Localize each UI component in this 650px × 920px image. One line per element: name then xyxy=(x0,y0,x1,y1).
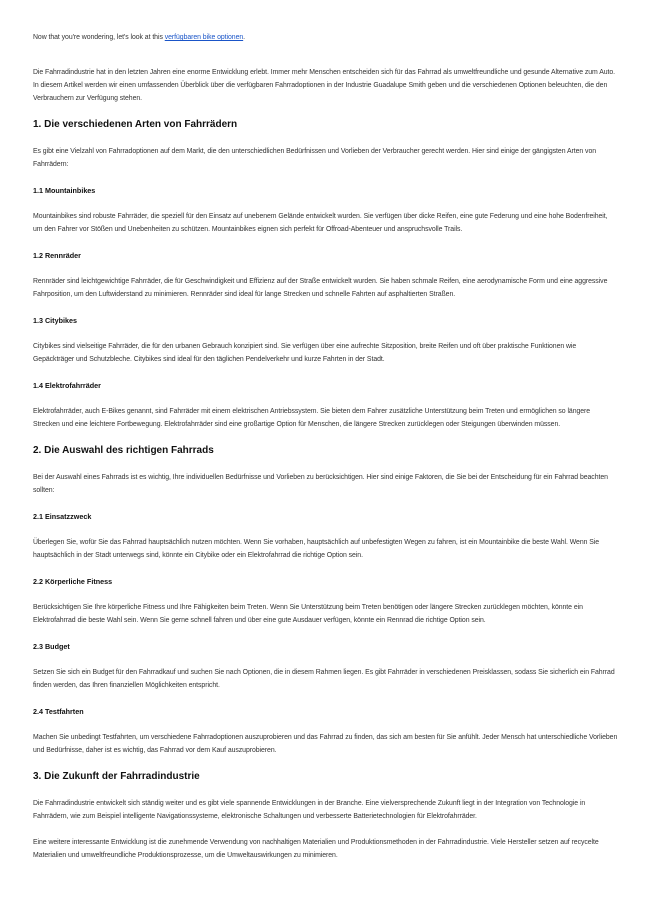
subsection-text-2-3: Setzen Sie sich ein Budget für den Fahrradkauf und suchen Sie nach Optionen, die in diesem Rahmen liegen. Es gibt Fahrräder in verschiedenen Preisklassen, sodass Sie sicherlich ein Fahrrad finden werden, das Ihren finanziellen Möglichkeiten entspricht. xyxy=(33,669,615,689)
subsection-text-2-1: Überlegen Sie, wofür Sie das Fahrrad hauptsächlich nutzen möchten. Wenn Sie vorhaben, hauptsächlich auf unbefestigten Wegen zu fahren, ist ein Mountainbike die beste Wahl. Wenn Sie hauptsächlich in der Stadt unterwegs sind, könnte ein Citybike oder ein Elektrofahrrad die richtige Option sein. xyxy=(33,539,600,559)
intro-period: . xyxy=(243,34,246,41)
subsection-text-2-2: Berücksichtigen Sie Ihre körperliche Fitness und Ihre Fähigkeiten beim Treten. Wenn Sie Unterstützung beim Treten benötigen oder längere Strecken zurücklegen möchten, könnte ein Elektrofahrrad die beste Wahl sein. Wenn Sie gerne schnell fahren und über eine gute Ausdauer verfügen, könnte ein Rennrad die richtige Option sein. xyxy=(33,604,583,624)
bike-options-link[interactable]: verfügbaren bike optionen xyxy=(164,34,244,41)
subsection-heading-2-3: 2.3 Budget xyxy=(33,642,70,651)
subsection-heading-2-2: 2.2 Körperliche Fitness xyxy=(33,577,113,586)
opening-paragraph: Die Fahrradindustrie hat in den letzten Jahren eine enorme Entwicklung erlebt. Immer mehr Menschen entscheiden sich für das Fahrrad als umweltfreundliche und gesunde Alternative zum Auto. In diesem Artikel werden wir einen umfassenden Überblick über die verfügbaren Fahrradoptionen in der Industrie Guadalupe Smith geben und die verschiedenen Optionen beleuchten, die den Verbrauchern zur Verfügung stehen. xyxy=(33,69,616,102)
subsection-heading-1-1: 1.1 Mountainbikes xyxy=(33,186,96,195)
section-1-intro: Es gibt eine Vielzahl von Fahrradoptionen auf dem Markt, die den unterschiedlichen Bedürfnissen und Vorlieben der Verbraucher gerecht werden. Hier sind einige der gängigsten Arten von Fahrrädern: xyxy=(33,148,597,168)
intro-text: Now that you're wondering, let's look at this xyxy=(33,34,165,41)
subsection-text-1-2: Rennräder sind leichtgewichtige Fahrräder, die für Geschwindigkeit und Effizienz auf der Straße entwickelt wurden. Sie haben schmale Reifen, eine aerodynamische Form und eine aggressive Fahrposition, um den Luftwiderstand zu minimieren. Rennräder sind ideal für lange Strecken und schnelle Fahrten auf asphaltierten Straßen. xyxy=(33,278,608,298)
subsection-text-2-4: Machen Sie unbedingt Testfahrten, um verschiedene Fahrradoptionen auszuprobieren und das Fahrrad zu finden, das sich am besten für Sie anfühlt. Jeder Mensch hat unterschiedliche Vorlieben und Bedürfnisse, daher ist es wichtig, das Fahrrad vor dem Kauf auszuprobieren. xyxy=(33,734,618,754)
subsection-text-1-1: Mountainbikes sind robuste Fahrräder, die speziell für den Einsatz auf unebenem Gelände entwickelt wurden. Sie verfügen über dicke Reifen, eine gute Federung und eine hohe Bodenfreiheit, um den Fahrer vor Stößen und Unebenheiten zu schützen. Mountainbikes eignen sich perfekt für Offroad-Abenteuer und anspruchsvolle Trails. xyxy=(33,213,608,233)
section-2-heading: 2. Die Auswahl des richtigen Fahrrads xyxy=(33,445,214,456)
subsection-heading-2-4: 2.4 Testfahrten xyxy=(33,707,84,716)
subsection-text-1-3: Citybikes sind vielseitige Fahrräder, die für den urbanen Gebrauch konzipiert sind. Sie verfügen über eine aufrechte Sitzposition, breite Reifen und oft über praktische Funktionen wie Gepäckträger und Schutzbleche. Citybikes sind ideal für den täglichen Pendelverkehr und kurze Fahrten in der Stadt. xyxy=(33,343,577,363)
subsection-heading-1-3: 1.3 Citybikes xyxy=(33,316,77,325)
subsection-text-1-4: Elektrofahrräder, auch E-Bikes genannt, sind Fahrräder mit einem elektrischen Antriebssystem. Sie bieten dem Fahrer zusätzliche Unterstützung beim Treten und ermöglichen so längere Strecken und eine leichtere Fortbewegung. Elektrofahrräder sind eine großartige Option für Menschen, die längere Strecken zurücklegen oder Steigungen überwinden müssen. xyxy=(33,408,591,428)
section-3-paragraph-1: Die Fahrradindustrie entwickelt sich ständig weiter und es gibt viele spannende Entwicklungen in der Branche. Eine vielversprechende Zukunft liegt in der Integration von Technologie in Fahrrädern, wie zum Beispiel intelligente Navigationssysteme, elektronische Schaltungen und verbesserte Batterietechnologien für Elektrofahrräder. xyxy=(33,800,586,820)
section-3-heading: 3. Die Zukunft der Fahrradindustrie xyxy=(33,771,200,782)
article xyxy=(33,31,618,875)
subsection-heading-1-2: 1.2 Rennräder xyxy=(33,251,81,260)
section-2-intro: Bei der Auswahl eines Fahrrads ist es wichtig, Ihre individuellen Bedürfnisse und Vorlieben zu berücksichtigen. Hier sind einige Faktoren, die Sie bei der Entscheidung für ein Fahrrad beachten sollten: xyxy=(33,474,608,494)
section-1-heading: 1. Die verschiedenen Arten von Fahrrädern xyxy=(33,119,238,130)
intro-line xyxy=(33,31,618,44)
section-3-paragraph-2: Eine weitere interessante Entwicklung ist die zunehmende Verwendung von nachhaltigen Materialien und Produktionsmethoden in der Fahrradindustrie. Viele Hersteller setzen auf recycelte Materialien und umweltfreundliche Produktionsprozesse, um die Umweltauswirkungen zu minimieren. xyxy=(33,839,599,859)
subsection-heading-1-4: 1.4 Elektrofahrräder xyxy=(33,381,101,390)
subsection-heading-2-1: 2.1 Einsatzzweck xyxy=(33,512,92,521)
